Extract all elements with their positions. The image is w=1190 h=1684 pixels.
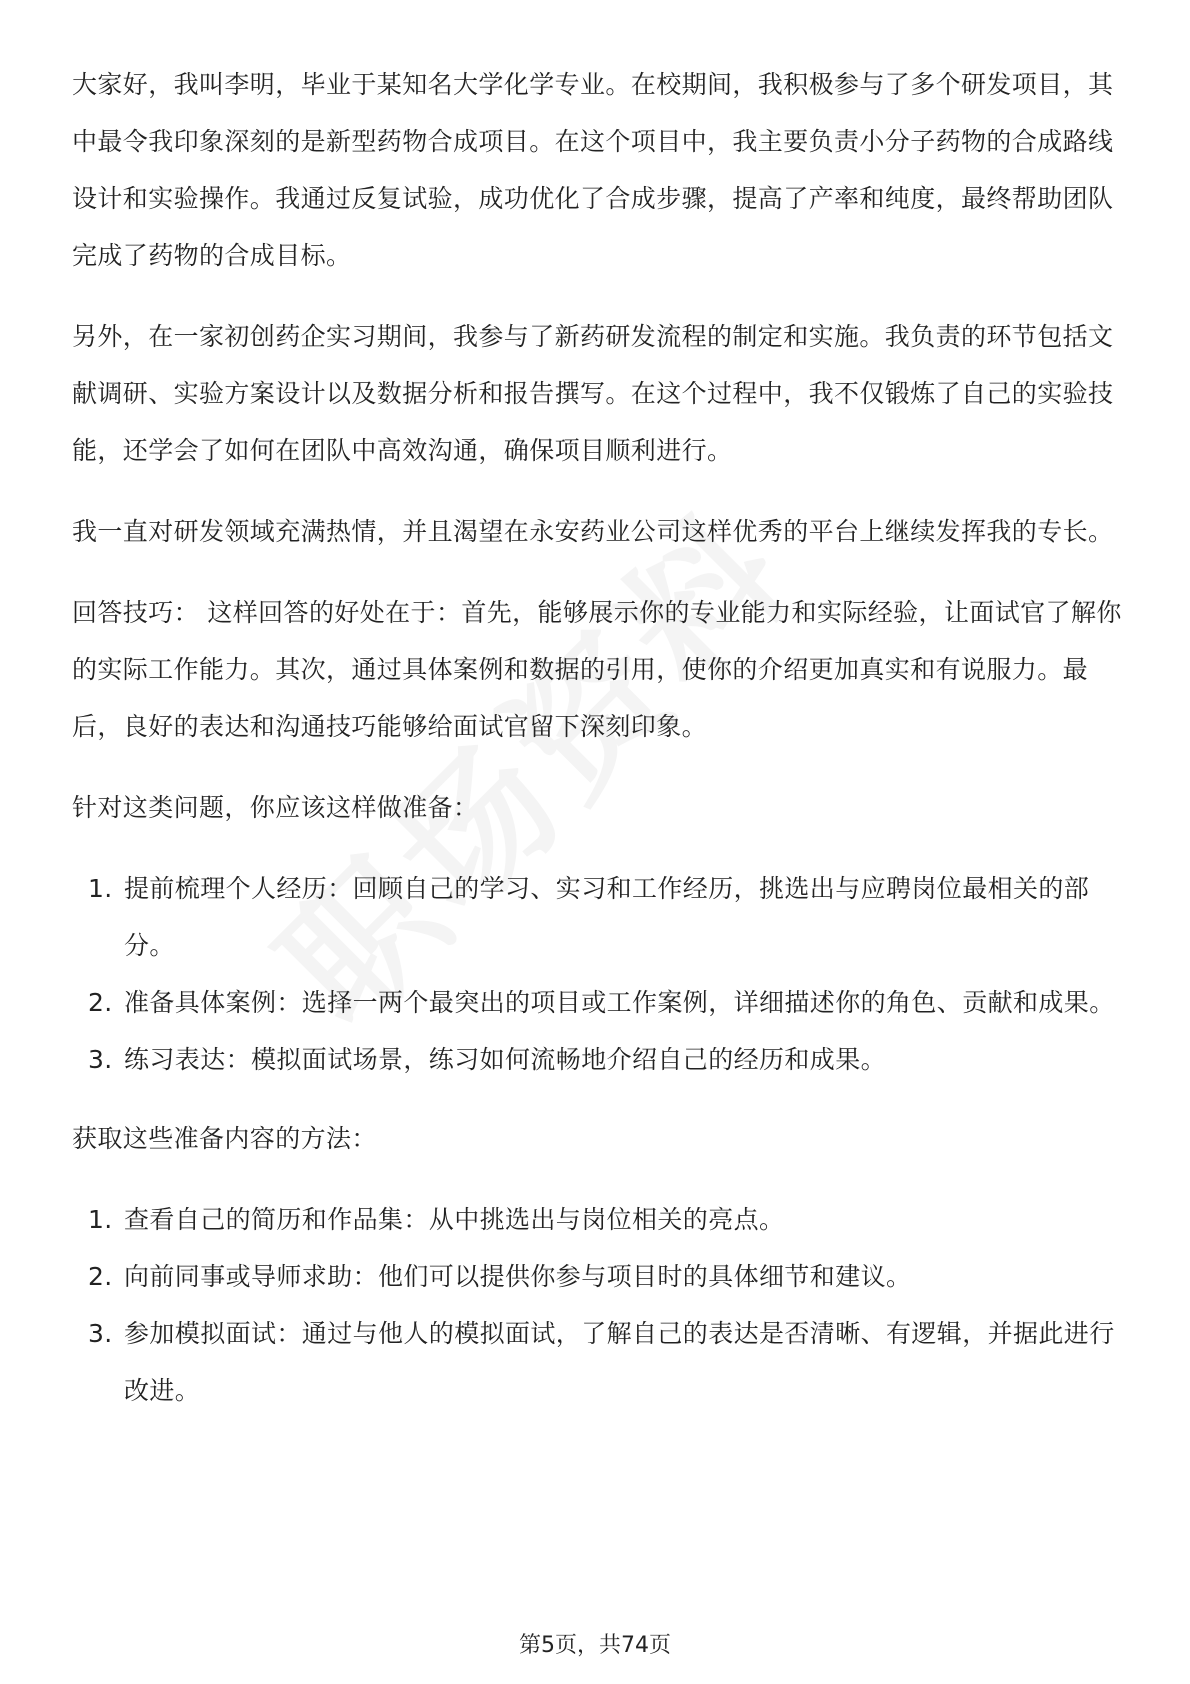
motivation-paragraph: 我一直对研发领域充满热情，并且渴望在永安药业公司这样优秀的平台上继续发挥我的专长。 <box>72 517 1114 546</box>
page-indicator: 第5页，共74页 <box>519 1633 671 1658</box>
list-item <box>72 1031 1122 1088</box>
list-item <box>72 860 1122 974</box>
list-item-number: 2. <box>88 988 113 1017</box>
methods-heading: 获取这些准备内容的方法： <box>72 1124 377 1153</box>
list-item-number: 3. <box>88 1045 113 1074</box>
internship-paragraph: 另外，在一家初创药企实习期间，我参与了新药研发流程的制定和实施。我负责的环节包括文献调研、实验方案设计以及数据分析和报告撰写。在这个过程中，我不仅锻炼了自己的实验技能，还学会了如何在团队中高效沟通，确保项目顺利进行。 <box>72 322 1114 465</box>
list-item-text: 提前梳理个人经历：回顾自己的学习、实习和工作经历，挑选出与应聘岗位最相关的部分。 <box>124 874 1090 960</box>
list-item-number: 1. <box>88 1205 113 1234</box>
list-item-text: 准备具体案例：选择一两个最突出的项目或工作案例，详细描述你的角色、贡献和成果。 <box>124 988 1115 1017</box>
list-item <box>72 1305 1122 1419</box>
list-item <box>72 1248 1122 1305</box>
preparation-heading: 针对这类问题，你应该这样做准备： <box>72 793 479 822</box>
methods-list <box>72 1191 1122 1419</box>
list-item-text: 参加模拟面试：通过与他人的模拟面试，了解自己的表达是否清晰、有逻辑，并据此进行改进。 <box>124 1319 1115 1405</box>
intro-paragraph: 大家好，我叫李明，毕业于某知名大学化学专业。在校期间，我积极参与了多个研发项目，其中最令我印象深刻的是新型药物合成项目。在这个项目中，我主要负责小分子药物的合成路线设计和实验操作。我通过反复试验，成功优化了合成步骤，提高了产率和纯度，最终帮助团队完成了药物的合成目标。 <box>72 70 1114 270</box>
list-item-text: 向前同事或导师求助：他们可以提供你参与项目时的具体细节和建议。 <box>124 1262 912 1291</box>
list-item-number: 1. <box>88 874 113 903</box>
list-item-number: 3. <box>88 1319 113 1348</box>
list-item-number: 2. <box>88 1262 113 1291</box>
document-body <box>72 56 1122 1441</box>
answer-tips-paragraph: 回答技巧： 这样回答的好处在于：首先，能够展示你的专业能力和实际经验，让面试官了解你的实际工作能力。其次，通过具体案例和数据的引用，使你的介绍更加真实和有说服力。最后，良好的表达和沟通技巧能够给面试官留下深刻印象。 <box>72 598 1122 741</box>
list-item-text: 练习表达：模拟面试场景，练习如何流畅地介绍自己的经历和成果。 <box>124 1045 887 1074</box>
list-item-text: 查看自己的简历和作品集：从中挑选出与岗位相关的亮点。 <box>124 1205 785 1234</box>
list-item <box>72 1191 1122 1248</box>
preparation-list <box>72 860 1122 1088</box>
list-item <box>72 974 1122 1031</box>
